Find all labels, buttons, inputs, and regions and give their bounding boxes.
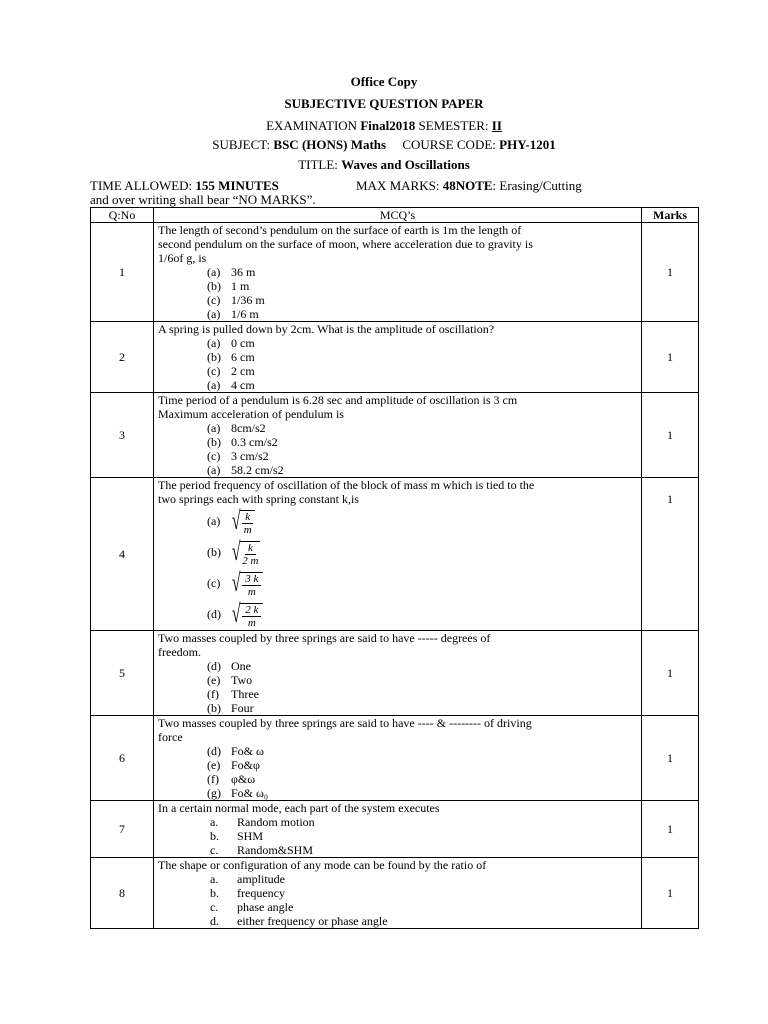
option-text: Four	[231, 701, 254, 715]
option-item	[158, 843, 637, 857]
option-label: (e)	[207, 758, 221, 772]
option-label: (b)	[207, 350, 221, 364]
option-label: (c)	[207, 576, 221, 590]
radical-sign-icon: √	[231, 506, 241, 535]
question-text-line: The period frequency of oscillation of the block of mass m which is tied to the	[158, 478, 535, 492]
fraction-denominator: m	[243, 524, 252, 536]
option-item	[158, 537, 637, 568]
fraction-numerator: 3 k	[242, 573, 261, 586]
option-item	[158, 687, 637, 701]
fraction-numerator: k	[242, 511, 253, 524]
option-label: c.	[210, 843, 219, 857]
option-label: (d)	[207, 607, 221, 621]
question-row	[91, 393, 699, 478]
option-text: 2 cm	[231, 364, 255, 378]
option-text: SHM	[237, 829, 264, 843]
option-label: b.	[210, 886, 219, 900]
option-item	[158, 900, 637, 914]
option-text: amplitude	[237, 872, 285, 886]
fraction	[240, 572, 263, 598]
square-root-expression	[229, 538, 260, 567]
exam-line	[0, 118, 768, 134]
question-row	[91, 322, 699, 393]
option-item	[158, 701, 637, 715]
square-root-expression	[229, 569, 263, 598]
option-item	[158, 772, 637, 786]
option-text: 0.3 cm/s2	[231, 435, 278, 449]
option-label: d.	[210, 914, 219, 928]
time-allowed-line	[90, 179, 279, 193]
question-text-line: The length of second’s pendulum on the surface of earth is 1m the length of	[158, 223, 522, 237]
question-marks: 1	[642, 716, 699, 801]
option-item	[158, 364, 637, 378]
option-label: (d)	[207, 744, 221, 758]
option-label: b.	[210, 829, 219, 843]
option-text: frequency	[237, 886, 285, 900]
option-label: (g)	[207, 786, 221, 800]
max-marks-line	[356, 179, 582, 193]
question-row	[91, 801, 699, 858]
option-item	[158, 350, 637, 364]
question-number: 3	[91, 393, 154, 478]
option-label: c.	[210, 900, 219, 914]
option-text: Fo& ω	[231, 744, 264, 758]
question-number: 2	[91, 322, 154, 393]
option-item	[158, 307, 637, 321]
option-item	[158, 886, 637, 900]
subject-value: BSC (HONS) Maths	[273, 137, 387, 152]
option-label: (c)	[207, 293, 221, 307]
option-item	[158, 815, 637, 829]
option-item	[158, 435, 637, 449]
option-text: 8cm/s2	[231, 421, 266, 435]
option-text: φ&ω	[231, 772, 256, 786]
option-label: (a)	[207, 421, 221, 435]
subject-line	[0, 137, 768, 153]
option-item	[158, 506, 637, 537]
option-label: (b)	[207, 701, 221, 715]
option-label: (a)	[207, 514, 221, 528]
fraction	[240, 603, 263, 629]
title-line	[0, 157, 768, 173]
option-label: (e)	[207, 673, 221, 687]
question-cell	[154, 322, 642, 393]
option-item	[158, 673, 637, 687]
option-list	[158, 815, 637, 857]
option-list	[158, 872, 637, 928]
option-label: (a)	[207, 463, 221, 477]
option-text: 3 cm/s2	[231, 449, 269, 463]
option-item	[158, 599, 637, 630]
table-header-row	[91, 208, 699, 223]
option-list	[158, 421, 637, 477]
option-text: 1/6 m	[231, 307, 259, 321]
question-text-line: Time period of a pendulum is 6.28 sec and amplitude of oscillation is 3 cm	[158, 393, 518, 407]
option-text: Three	[231, 687, 259, 701]
question-number: 8	[91, 858, 154, 929]
question-cell	[154, 858, 642, 929]
question-marks: 1	[642, 631, 699, 716]
semester-label: SEMESTER:	[418, 118, 489, 133]
option-label: (a)	[207, 265, 221, 279]
question-text-line: freedom.	[158, 645, 201, 659]
question-text-line: Two masses coupled by three springs are said to have ----- degrees of	[158, 631, 491, 645]
fraction-numerator: k	[245, 542, 256, 555]
question-marks: 1	[642, 223, 699, 322]
option-text: Random&SHM	[237, 843, 314, 857]
qno-header: Q:No	[91, 208, 154, 223]
exam-value: Final2018	[360, 118, 416, 133]
question-text-line: second pendulum on the surface of moon, where acceleration due to gravity is	[158, 237, 533, 251]
question-cell	[154, 801, 642, 858]
option-text: 0 cm	[231, 336, 255, 350]
question-row	[91, 858, 699, 929]
option-list	[158, 265, 637, 321]
course-code-value: PHY-1201	[499, 137, 556, 152]
option-text: 58.2 cm/s2	[231, 463, 284, 477]
option-item	[158, 872, 637, 886]
option-item	[158, 421, 637, 435]
question-text-line: In a certain normal mode, each part of the system executes	[158, 801, 440, 815]
fraction-numerator: 2 k	[242, 604, 261, 617]
question-marks: 1	[642, 801, 699, 858]
option-text: Fo& ω₀	[231, 786, 269, 800]
option-item	[158, 829, 637, 843]
course-code-label: COURSE CODE:	[402, 137, 496, 152]
option-text: Two	[231, 673, 253, 687]
option-item	[158, 568, 637, 599]
note-text: : Erasing/Cutting	[492, 178, 582, 193]
option-list	[158, 744, 637, 800]
fraction-denominator: 2 m	[242, 555, 259, 567]
note-continuation: and over writing shall bear “NO MARKS”.	[90, 192, 316, 207]
question-number: 4	[91, 478, 154, 631]
option-label: (c)	[207, 364, 221, 378]
option-item	[158, 279, 637, 293]
option-label: (d)	[207, 659, 221, 673]
option-item	[158, 378, 637, 392]
question-text-line: The shape or configuration of any mode can be found by the ratio of	[158, 858, 487, 872]
question-text-line: A spring is pulled down by 2cm. What is the amplitude of oscillation?	[158, 322, 495, 336]
title-value: Waves and Oscillations	[341, 157, 470, 172]
option-label: (b)	[207, 435, 221, 449]
question-text-line: Maximum acceleration of pendulum is	[158, 407, 344, 421]
question-marks: 1	[642, 478, 699, 631]
radical-sign-icon: √	[231, 568, 241, 597]
question-number: 5	[91, 631, 154, 716]
option-text: Fo&φ	[231, 758, 260, 772]
option-label: a.	[210, 872, 219, 886]
time-value: 155 MINUTES	[195, 178, 279, 193]
option-label: (b)	[207, 545, 221, 559]
max-marks-label: MAX MARKS:	[356, 178, 440, 193]
option-item	[158, 449, 637, 463]
question-cell	[154, 631, 642, 716]
question-row	[91, 631, 699, 716]
question-row	[91, 223, 699, 322]
option-text: 6 cm	[231, 350, 255, 364]
exam-label: EXAMINATION	[266, 118, 358, 133]
subject-label: SUBJECT:	[212, 137, 271, 152]
square-root-expression	[229, 600, 263, 629]
option-text: Random motion	[237, 815, 315, 829]
option-item	[158, 659, 637, 673]
radical-sign-icon: √	[231, 599, 241, 628]
option-label: (a)	[207, 378, 221, 392]
marks-header: Marks	[642, 208, 699, 223]
option-item	[158, 336, 637, 350]
option-text: 1 m	[231, 279, 250, 293]
option-label: (f)	[207, 772, 219, 786]
title-label: TITLE:	[298, 157, 338, 172]
question-number: 1	[91, 223, 154, 322]
max-marks-value: 48	[442, 178, 456, 193]
question-row	[91, 716, 699, 801]
question-cell	[154, 716, 642, 801]
fraction	[240, 510, 255, 536]
option-text: 1/36 m	[231, 293, 265, 307]
option-text: One	[231, 659, 251, 673]
question-header: MCQ’s	[154, 208, 642, 223]
option-label: a.	[210, 815, 219, 829]
question-text-line: Two masses coupled by three springs are said to have ---- & -------- of driving	[158, 716, 532, 730]
option-label: (a)	[207, 307, 221, 321]
option-label: (f)	[207, 687, 219, 701]
question-cell	[154, 223, 642, 322]
square-root-expression	[229, 507, 255, 536]
question-cell	[154, 393, 642, 478]
mcq-table	[90, 207, 699, 929]
option-text: phase angle	[237, 900, 294, 914]
option-item	[158, 758, 637, 772]
option-item	[158, 293, 637, 307]
option-item	[158, 914, 637, 928]
question-row	[91, 478, 699, 631]
option-text: either frequency or phase angle	[237, 914, 388, 928]
option-item	[158, 265, 637, 279]
fraction	[240, 541, 260, 567]
question-number: 6	[91, 716, 154, 801]
question-number: 7	[91, 801, 154, 858]
option-text: 36 m	[231, 265, 256, 279]
question-marks: 1	[642, 858, 699, 929]
option-label: (a)	[207, 336, 221, 350]
note-label: NOTE	[455, 178, 493, 193]
question-marks: 1	[642, 322, 699, 393]
option-item	[158, 463, 637, 477]
question-cell	[154, 478, 642, 631]
option-label: (b)	[207, 279, 221, 293]
time-label: TIME ALLOWED:	[90, 178, 193, 193]
question-text-line: two springs each with spring constant k,is	[158, 492, 359, 506]
option-item	[158, 744, 637, 758]
option-item	[158, 786, 637, 800]
fraction-denominator: m	[247, 617, 256, 629]
option-label: (c)	[207, 449, 221, 463]
fraction-denominator: m	[247, 586, 256, 598]
option-list	[158, 336, 637, 392]
paper-title: SUBJECTIVE QUESTION PAPER	[284, 96, 484, 111]
office-copy-label: Office Copy	[350, 74, 418, 89]
option-list	[158, 659, 637, 715]
question-text-line: force	[158, 730, 183, 744]
radical-sign-icon: √	[231, 537, 241, 566]
question-marks: 1	[642, 393, 699, 478]
question-text-line: 1/6of g, is	[158, 251, 207, 265]
semester-value: II	[491, 118, 502, 133]
option-text: 4 cm	[231, 378, 255, 392]
